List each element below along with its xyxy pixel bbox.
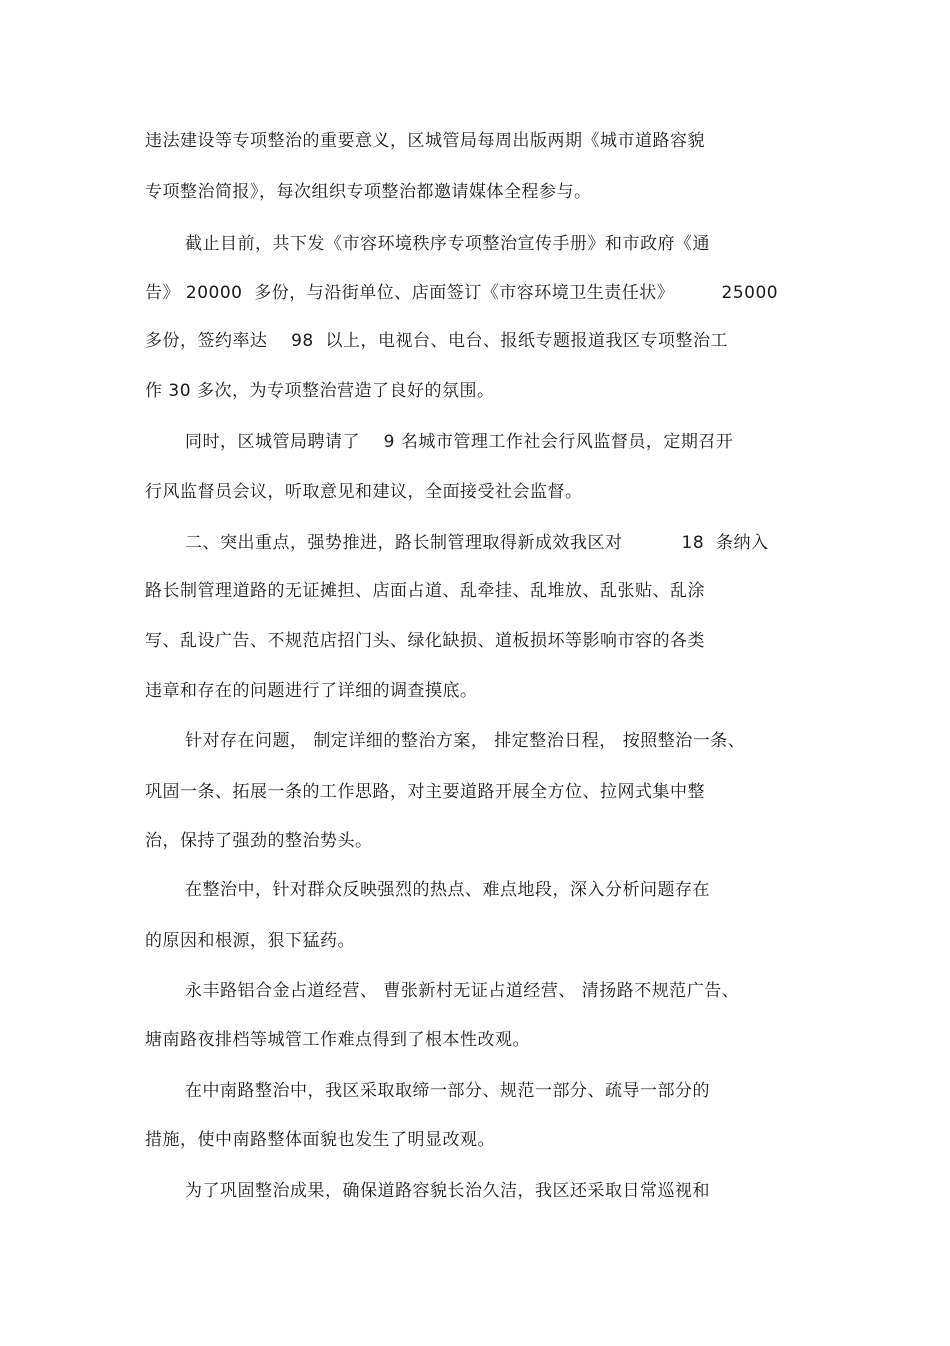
text-line: 违法建设等专项整治的重要意义，区城管局每周出版两期《城市道路容貌 [145, 131, 705, 151]
text-line: 违章和存在的问题进行了详细的调查摸底。 [145, 681, 478, 701]
text-line: 永丰路铝合金占道经营、 曹张新村无证占道经营、 清扬路不规范广告、 [185, 981, 740, 1001]
text-line: 措施，使中南路整体面貌也发生了明显改观。 [145, 1130, 495, 1150]
text-line: 针对存在问题， 制定详细的整治方案， 排定整治日程， 按照整治一条、 [185, 731, 746, 751]
text-line: 二、突出重点，强势推进，路长制管理取得新成效我区对 18 条纳入 [185, 533, 769, 553]
text-line: 的原因和根源，狠下猛药。 [145, 931, 355, 951]
text-line: 在整治中，针对群众反映强烈的热点、难点地段，深入分析问题存在 [185, 880, 710, 900]
text-line: 为了巩固整治成果，确保道路容貌长治久洁，我区还采取日常巡视和 [185, 1181, 710, 1201]
text-line: 截止目前，共下发《市容环境秩序专项整治宣传手册》和市政府《通 [185, 234, 710, 254]
text-line: 作 30 多次，为专项整治营造了良好的氛围。 [145, 381, 495, 401]
text-line: 巩固一条、拓展一条的工作思路，对主要道路开展全方位、拉网式集中整 [145, 782, 705, 802]
text-line: 专项整治简报》，每次组织专项整治都邀请媒体全程参与。 [145, 182, 592, 202]
text-line: 塘南路夜排档等城管工作难点得到了根本性改观。 [145, 1030, 530, 1050]
text-line: 治，保持了强劲的整治势头。 [145, 831, 373, 851]
text-line: 行风监督员会议，听取意见和建议，全面接受社会监督。 [145, 482, 583, 502]
text-line: 多份，签约率达 98 以上，电视台、电台、报纸专题报道我区专项整治工 [145, 331, 729, 351]
text-line: 告》 20000 多份，与沿街单位、店面签订《市容环境卫生责任状》 25000 [145, 283, 779, 303]
text-line: 路长制管理道路的无证摊担、店面占道、乱牵挂、乱堆放、乱张贴、乱涂 [145, 581, 705, 601]
text-line: 同时，区城管局聘请了 9 名城市管理工作社会行风监督员，定期召开 [185, 432, 734, 452]
text-line: 在中南路整治中，我区采取取缔一部分、规范一部分、疏导一部分的 [185, 1081, 710, 1101]
text-line: 写、乱设广告、不规范店招门头、绿化缺损、道板损坏等影响市容的各类 [145, 631, 705, 651]
